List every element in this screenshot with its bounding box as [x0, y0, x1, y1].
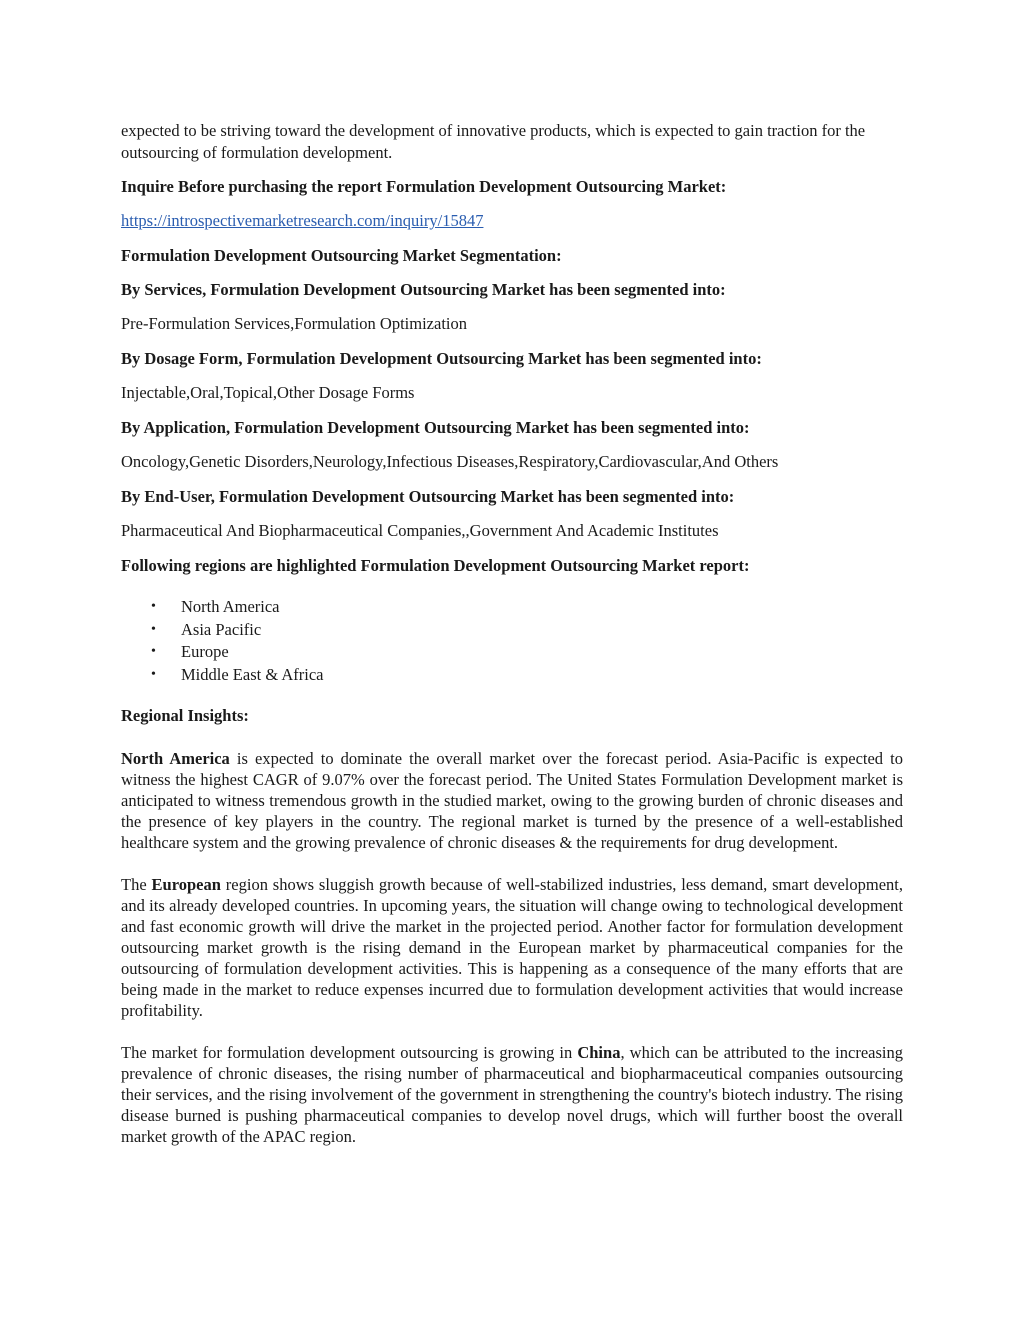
europe-text: region shows sluggish growth because of well-stabilized industries, less demand, smart development, and its already developed countries. In upcoming years, the situation will change owing to technological development and fast economic growth will drive the market in the projected period. Another factor for formulation development outsourcing market growth is the rising demand in the European market by pharmaceutical companies for the outsourcing of formulation development activities. This is happening as a consequence of the many efforts that are being made in the market to reduce expenses incurred due to formulation development activities that would increase profitability. — [121, 875, 903, 1020]
intro-paragraph: expected to be striving toward the development of innovative products, which is expected to gain traction for the outsourcing of formulation development. — [121, 121, 866, 162]
regional-insights-heading: Regional Insights: — [121, 706, 249, 725]
inquire-heading: Inquire Before purchasing the report Formulation Development Outsourcing Market: — [121, 177, 727, 196]
north-america-text: is expected to dominate the overall market over the forecast period. Asia-Pacific is expected to witness the highest CAGR of 9.07% over the forecast period. The United States Formulation Development market is anticipated to witness tremendous growth in the studied market, owing to the growing burden of chronic diseases and the presence of key players in the country. The regional market is turned by the presence of a well-established healthcare system and the growing prevalence of chronic diseases & the requirements for drug development. — [121, 749, 903, 852]
europe-lead: The — [121, 875, 152, 894]
europe-bold: European — [151, 875, 221, 894]
bullet-icon: • — [151, 666, 156, 682]
region-label: North America — [181, 597, 280, 616]
region-label: Middle East & Africa — [181, 664, 324, 684]
segment-heading-dosage-form: By Dosage Form, Formulation Development Outsourcing Market has been segmented into: — [121, 349, 762, 368]
north-america-paragraph — [121, 748, 903, 853]
europe-paragraph — [121, 874, 903, 1021]
list-item — [121, 596, 903, 619]
china-bold: China — [577, 1043, 621, 1062]
segment-heading-end-user: By End-User, Formulation Development Outsourcing Market has been segmented into: — [121, 487, 735, 506]
china-text: , which can be attributed to the increasing prevalence of chronic diseases, the rising number of pharmaceutical and biopharmaceutical companies outsourcing their services, and the rising involvement of the government in strengthening the country's biotech industry. The rising disease burned is pushing pharmaceutical companies to develop novel drugs, which will further boost the overall market growth of the APAC region. — [121, 1043, 903, 1146]
list-item — [121, 664, 903, 687]
segment-values-services: Pre-Formulation Services,Formulation Optimization — [121, 314, 467, 333]
segment-values-application: Oncology,Genetic Disorders,Neurology,Infectious Diseases,Respiratory,Cardiovascular,And Others — [121, 452, 779, 471]
segment-values-dosage-form: Injectable,Oral,Topical,Other Dosage Forms — [121, 383, 415, 402]
china-paragraph — [121, 1042, 903, 1147]
inquiry-link[interactable]: https://introspectivemarketresearch.com/inquiry/15847 — [121, 211, 484, 230]
list-item — [121, 619, 903, 642]
region-label: Asia Pacific — [181, 619, 262, 639]
regions-heading: Following regions are highlighted Formulation Development Outsourcing Market report: — [121, 556, 750, 575]
segment-heading-services: By Services, Formulation Development Outsourcing Market has been segmented into: — [121, 280, 726, 299]
list-item — [121, 641, 903, 664]
segment-values-end-user: Pharmaceutical And Biopharmaceutical Companies,,Government And Academic Institutes — [121, 521, 719, 540]
segment-heading-application: By Application, Formulation Development Outsourcing Market has been segmented into: — [121, 418, 750, 437]
bullet-icon: • — [151, 644, 156, 659]
north-america-bold: North America — [121, 749, 230, 768]
region-label: Europe — [181, 642, 229, 661]
bullet-icon: • — [151, 599, 156, 614]
regions-list — [121, 596, 903, 686]
segmentation-heading: Formulation Development Outsourcing Market Segmentation: — [121, 246, 562, 265]
bullet-icon: • — [151, 621, 156, 637]
document-page — [121, 120, 903, 1168]
china-lead: The market for formulation development outsourcing is growing in — [121, 1043, 578, 1062]
